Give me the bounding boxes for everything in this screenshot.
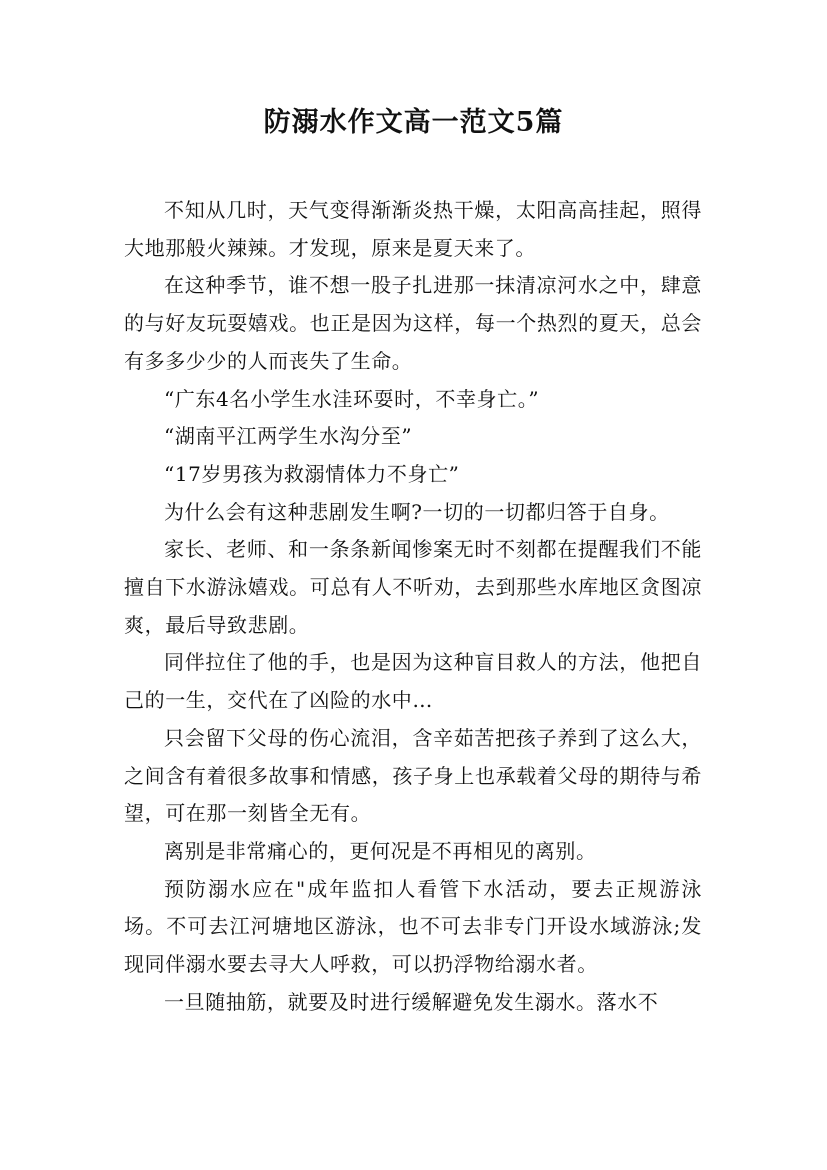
paragraph-8: 同伴拉住了他的手，也是因为这种盲目救人的方法，他把自己的一生，交代在了凶险的水中… (124, 650, 702, 713)
paragraph-9: 只会留下父母的伤心流泪，含辛茹苦把孩子养到了这么大，之间含有着很多故事和情感，孩子身上也承载着父母的期待与希望，可在那一刻皆全无有。 (124, 725, 702, 826)
paragraph-10: 离别是非常痛心的，更何况是不再相见的离别。 (164, 838, 597, 863)
paragraph-1: 不知从几时，天气变得渐渐炎热干燥，太阳高高挂起，照得大地那般火辣辣。才发现，原来是夏天来了。 (124, 198, 702, 260)
paragraph-5: “17岁男孩为救溺情体力不身亡” (164, 461, 460, 486)
paragraph-11: 预防溺水应在"成年监扣人看管下水活动，要去正规游泳场。不可去江河塘地区游泳，也不可去非专门开设水域游泳;发现同伴溺水要去寻大人呼救，可以扔浮物给溺水者。 (124, 876, 702, 977)
paragraph-12: 一旦随抽筋，就要及时进行缓解避免发生溺水。落水不 (164, 989, 659, 1014)
paragraph-4: “湖南平江两学生水沟分至” (164, 424, 413, 449)
paragraph-3: “广东4名小学生水洼环耍时，不幸身亡。” (164, 386, 540, 411)
paragraph-7: 家长、老师、和一条条新闻惨案无时不刻都在提醒我们不能擅自下水游泳嬉戏。可总有人不听劝，去到那些水库地区贪图凉爽，最后导致悲剧。 (124, 537, 702, 637)
document-title: 防溺水作文高一范文5篇 (263, 107, 564, 138)
paragraph-2: 在这种季节，谁不想一股子扎进那一抹清凉河水之中，肆意的与好友玩耍嬉戏。也正是因为这样，每一个热烈的夏天，总会有多多少少的人而丧失了生命。 (124, 273, 702, 373)
paragraph-6: 为什么会有这种悲剧发生啊?一切的一切都归答于自身。 (164, 499, 670, 524)
document-body (124, 192, 702, 1021)
